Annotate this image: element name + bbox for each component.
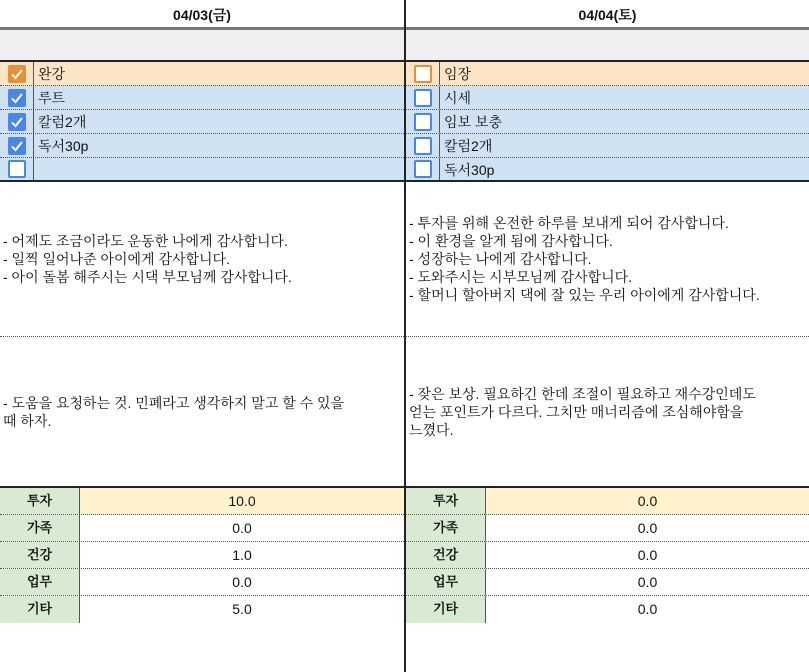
task-list	[406, 62, 809, 182]
score-value[interactable]: 0.0	[486, 596, 809, 623]
score-category[interactable]: 업무	[406, 569, 486, 595]
task-label[interactable]: 루트	[38, 90, 66, 106]
checkbox-unchecked-icon[interactable]	[414, 160, 432, 178]
task-list	[0, 62, 404, 182]
score-row	[0, 488, 404, 515]
score-row	[0, 542, 404, 569]
score-row	[0, 596, 404, 623]
score-category[interactable]: 건강	[406, 542, 486, 568]
reflection-text: - 잦은 보상. 필요하긴 한데 조절이 필요하고 재수강인데도 얻는 포인트가 다르다. 그치만 매너리즘에 조심해야함을 느꼈다.	[409, 385, 756, 438]
score-category[interactable]: 건강	[0, 542, 80, 568]
empty-row[interactable]	[0, 30, 404, 62]
score-value[interactable]: 0.0	[80, 515, 404, 541]
reflection-cell[interactable]	[0, 337, 404, 488]
score-row	[406, 515, 809, 542]
task-row[interactable]	[0, 86, 404, 110]
checkbox-unchecked-icon[interactable]	[414, 89, 432, 107]
score-row	[0, 569, 404, 596]
score-value[interactable]: 0.0	[486, 515, 809, 541]
task-row[interactable]	[406, 62, 809, 86]
gratitude-text: - 어제도 조금이라도 운동한 나에게 감사합니다. - 일찍 일어나준 아이에게 감사합니다. - 아이 돌봄 해주시는 시댁 부모님께 감사합니다.	[3, 233, 292, 285]
score-value[interactable]: 10.0	[80, 488, 404, 514]
date-header[interactable]: 04/03(금)	[0, 0, 404, 30]
gratitude-cell[interactable]	[0, 182, 404, 337]
score-value[interactable]: 0.0	[80, 569, 404, 595]
score-category[interactable]: 업무	[0, 569, 80, 595]
task-row[interactable]	[0, 134, 404, 158]
reflection-text: - 도움을 요청하는 것. 민폐라고 생각하지 말고 할 수 있을 때 하자.	[3, 394, 345, 429]
task-label[interactable]: 시세	[444, 90, 472, 106]
task-row[interactable]	[0, 158, 404, 182]
score-row	[406, 542, 809, 569]
score-category[interactable]: 기타	[0, 596, 80, 623]
checkbox-unchecked-icon[interactable]	[414, 113, 432, 131]
task-label[interactable]: 완강	[38, 66, 66, 82]
score-row	[406, 488, 809, 515]
task-label[interactable]: 칼럼2개	[444, 138, 493, 154]
day-column-0403	[0, 0, 404, 672]
score-value[interactable]: 1.0	[80, 542, 404, 568]
score-category[interactable]: 가족	[406, 515, 486, 541]
reflection-cell[interactable]	[406, 337, 809, 488]
task-row[interactable]	[406, 86, 809, 110]
score-category[interactable]: 기타	[406, 596, 486, 623]
task-label[interactable]: 독서30p	[38, 138, 89, 154]
task-row[interactable]	[406, 110, 809, 134]
score-table	[406, 488, 809, 623]
score-row	[406, 596, 809, 623]
empty-row[interactable]	[406, 30, 809, 62]
task-label[interactable]: 칼럼2개	[38, 114, 87, 130]
score-value[interactable]: 5.0	[80, 596, 404, 623]
task-label[interactable]: 독서30p	[444, 162, 495, 178]
task-row[interactable]	[0, 62, 404, 86]
score-category[interactable]: 가족	[0, 515, 80, 541]
checkbox-unchecked-icon[interactable]	[8, 160, 26, 178]
score-value[interactable]: 0.0	[486, 488, 809, 514]
score-row	[406, 569, 809, 596]
score-value[interactable]: 0.0	[486, 569, 809, 595]
score-category[interactable]: 투자	[406, 488, 486, 514]
score-category[interactable]: 투자	[0, 488, 80, 514]
gratitude-cell[interactable]	[406, 182, 809, 337]
checkbox-checked-icon[interactable]	[8, 89, 26, 107]
task-label[interactable]: 임장	[444, 66, 472, 82]
date-header[interactable]: 04/04(토)	[406, 0, 809, 30]
checkbox-checked-icon[interactable]	[8, 65, 26, 83]
task-label[interactable]: 임보 보충	[444, 114, 502, 130]
checkbox-unchecked-icon[interactable]	[414, 65, 432, 83]
task-row[interactable]	[406, 134, 809, 158]
score-row	[0, 515, 404, 542]
checkbox-checked-icon[interactable]	[8, 113, 26, 131]
checkbox-unchecked-icon[interactable]	[414, 137, 432, 155]
checkbox-checked-icon[interactable]	[8, 137, 26, 155]
day-column-0404	[404, 0, 809, 672]
score-table	[0, 488, 404, 623]
task-label[interactable]	[34, 158, 38, 180]
gratitude-text: - 투자를 위해 온전한 하루를 보내게 되어 감사합니다. - 이 환경을 알게 됨에 감사합니다. - 성장하는 나에게 감사합니다. - 도와주시는 시부모님께 감사합니다. - 할머니 할아버지 댁에 잘 있는 우리 아이에게 감사합니다.	[409, 215, 760, 303]
score-value[interactable]: 0.0	[486, 542, 809, 568]
task-row[interactable]	[0, 110, 404, 134]
task-row[interactable]	[406, 158, 809, 182]
